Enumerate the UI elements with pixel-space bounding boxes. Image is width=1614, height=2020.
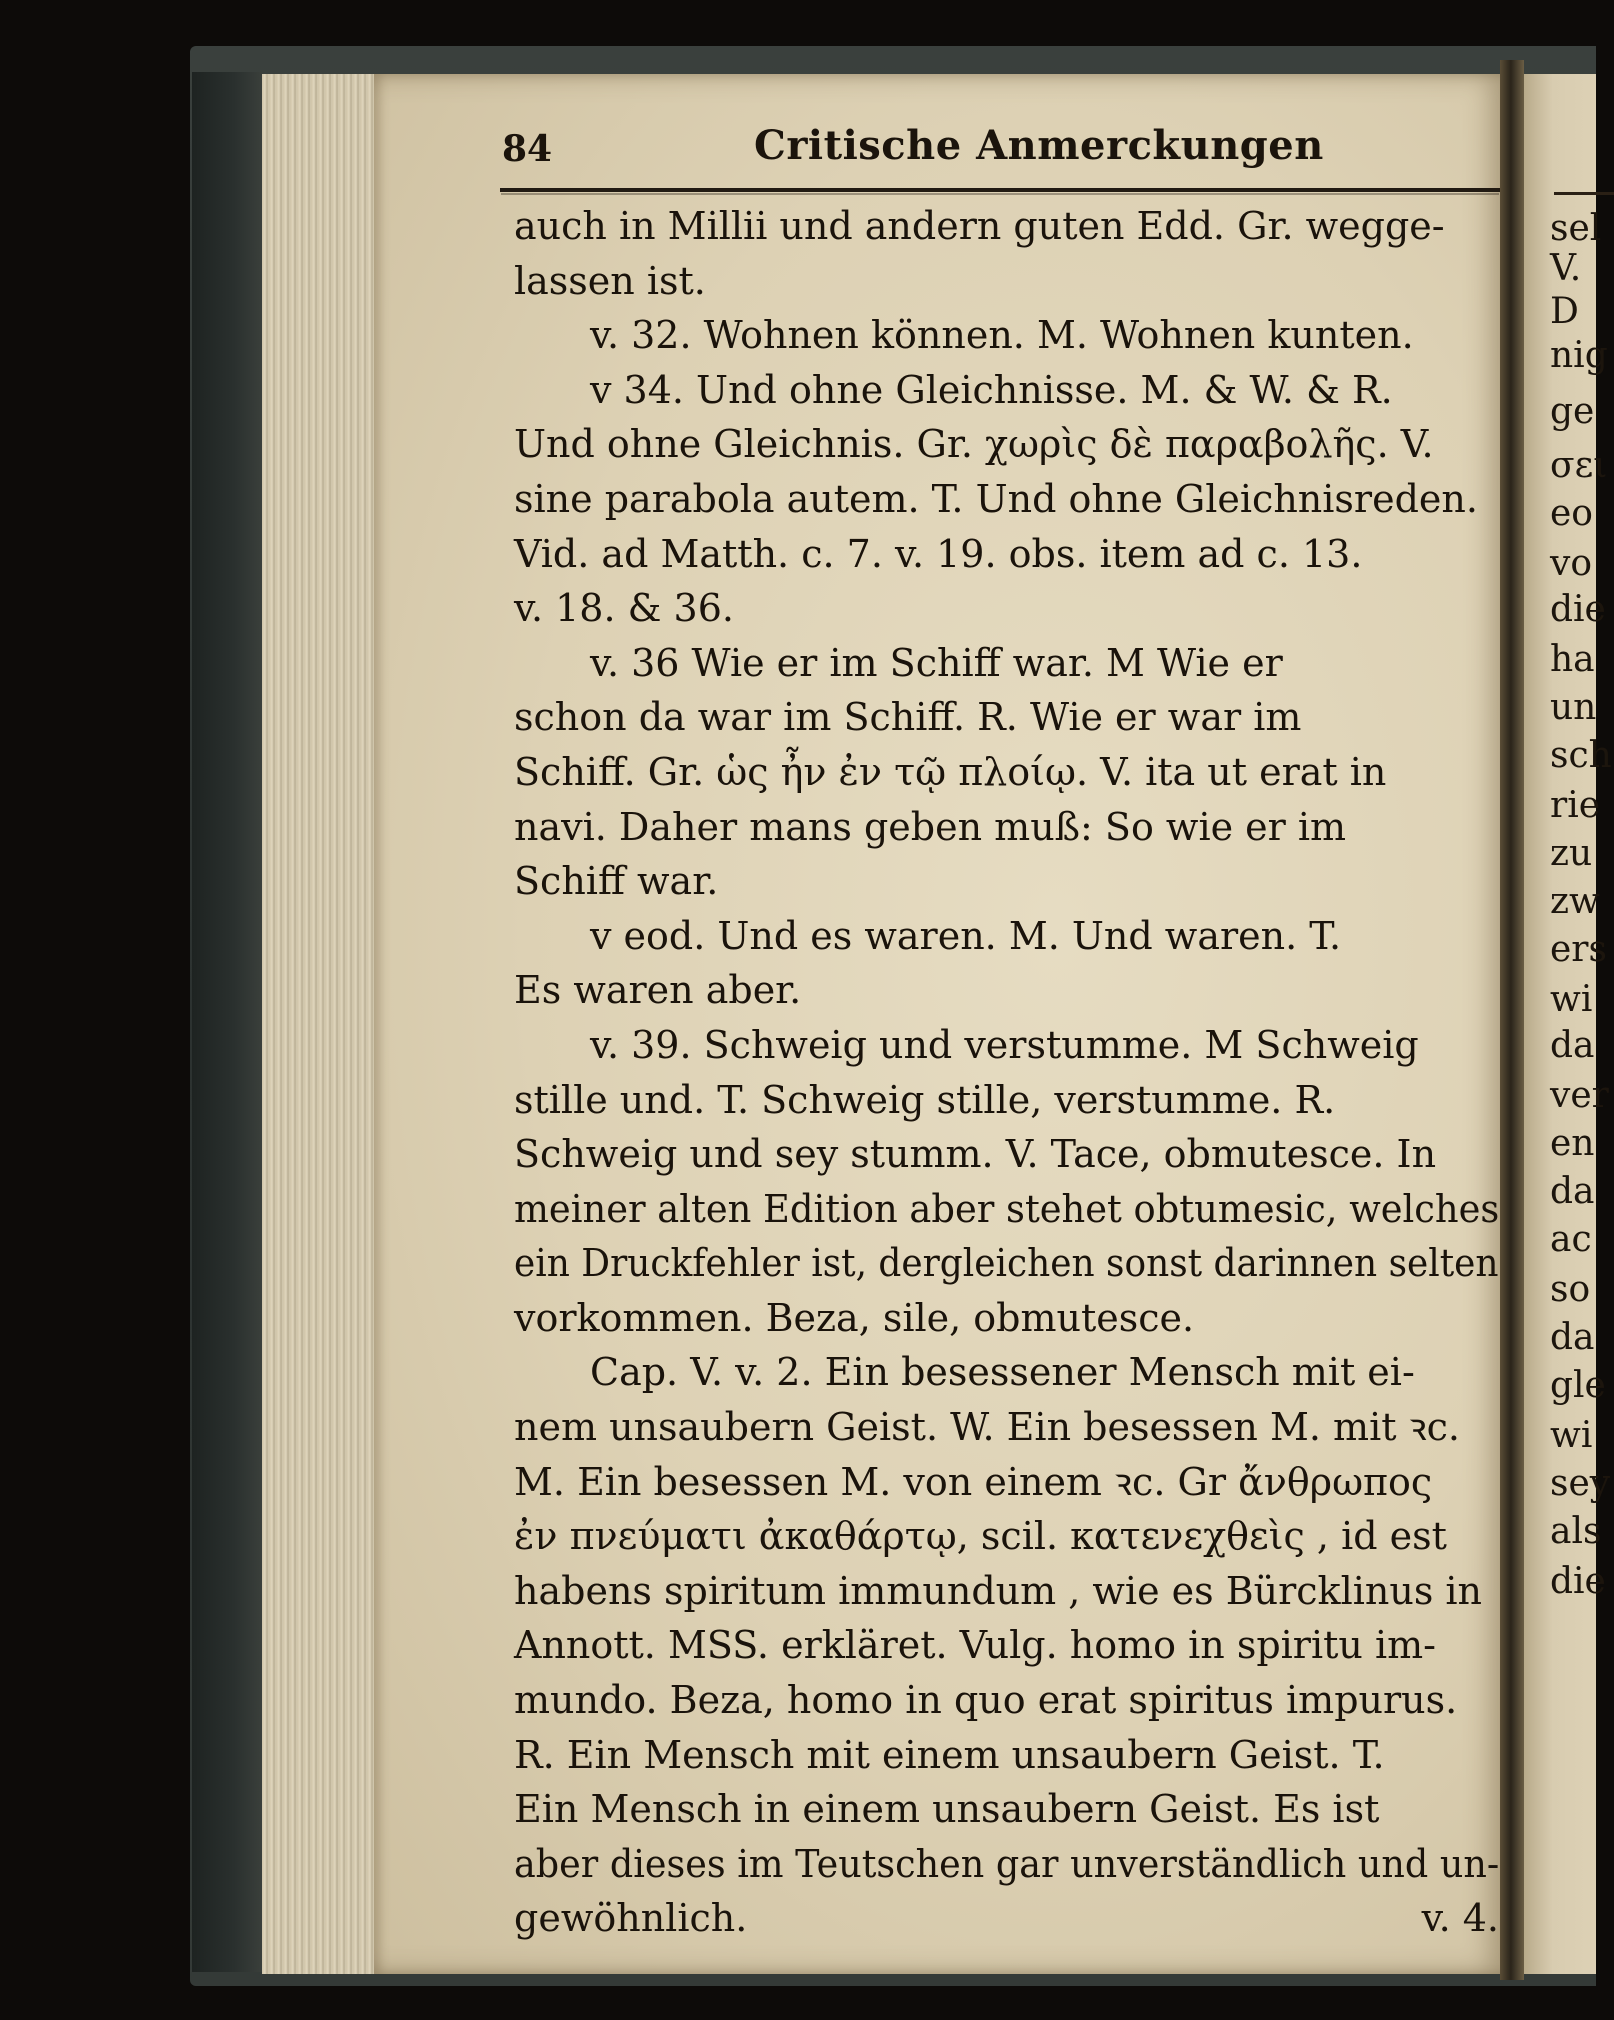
text-line-content: Vid. ad Matth. c. 7. v. 19. obs. item ad c. 13. [514,531,1363,576]
text-line-content: aber dieses im Teutschen gar unverständlich und un- [514,1841,1500,1886]
text-line [514,417,1499,472]
text-line [514,1236,1499,1291]
text-line-content: schon da war im Schiff. R. Wie er war im [514,695,1302,740]
facing-page-line: gle [1550,1365,1606,1406]
text-line-content: Es waren aber. [514,968,802,1013]
facing-page-line: die [1550,1561,1606,1602]
facing-page-line: σει [1550,445,1608,486]
text-line [514,1509,1499,1564]
text-line-content: v. 36 Wie er im Schiff war. M Wie er [590,640,1283,685]
facing-page-line: eo [1550,493,1593,534]
facing-page-line: sel [1550,208,1602,249]
text-line [514,1073,1499,1128]
text-line [514,1291,1499,1346]
text-line [514,1564,1499,1619]
text-line-content: nem unsaubern Geist. W. Ein besessen M. mit ꝛc. [514,1405,1460,1450]
facing-page-line: vo [1550,543,1593,584]
text-line [514,308,1499,363]
text-line-content: lassen ist. [514,258,706,303]
text-line-content: Ein Mensch in einem unsaubern Geist. Es ist [514,1787,1380,1832]
text-line-content: ein Druckfehler ist, dergleichen sonst darinnen selten [514,1241,1499,1286]
text-line-content: navi. Daher mans geben muß: So wie er im [514,804,1347,849]
text-line [514,1182,1499,1237]
facing-page-line: nig [1550,335,1608,376]
text-line [514,1837,1499,1892]
text-line [514,1728,1499,1783]
text-line [514,690,1499,745]
text-line [514,1127,1499,1182]
facing-page-line: da [1550,1025,1595,1066]
text-line [514,1673,1499,1728]
text-line [514,527,1499,582]
text-line [514,1618,1499,1673]
facing-page-fragment [1524,74,1612,1974]
text-line-content: auch in Millii und andern guten Edd. Gr. wegge- [514,204,1445,248]
facing-page-line: zu [1550,833,1593,874]
text-line [514,800,1499,855]
facing-page-line: als [1550,1511,1602,1552]
facing-page-line: rie [1550,785,1601,826]
facing-page-line: D [1550,291,1579,332]
header-rule [500,188,1500,192]
facing-page-line: die [1550,589,1606,630]
facing-page-line: sch [1550,735,1612,776]
text-line-content: v. 18. & 36. [514,586,734,631]
text-line [514,745,1499,800]
facing-page-line: en [1550,1123,1595,1164]
facing-page-line: wi [1550,979,1593,1020]
facing-page-line: V. [1550,248,1582,289]
catchword: v. 4. [1421,1896,1499,1941]
text-line-content: gewöhnlich. [514,1896,748,1941]
text-line [514,472,1499,527]
facing-page-line: da [1550,1317,1595,1358]
text-line-content: Schiff. Gr. ὡς ἦν ἐν τῷ πλοίῳ. V. ita ut erat in [514,749,1387,794]
text-line-content: Schweig und sey stumm. V. Tace, obmutesce. In [514,1132,1437,1177]
text-line [514,1400,1499,1455]
book-gutter [1500,60,1524,1980]
body-text [514,199,1499,1946]
page-number: 84 [502,128,553,170]
text-line-content: stille und. T. Schweig stille, verstumme. R. [514,1077,1336,1122]
text-line [514,963,1499,1018]
text-line-content: ἐν πνεύματι ἀκαθάρτῳ, scil. κατενεχθεὶς , id est [514,1514,1447,1559]
facing-page-line: wi [1550,1415,1593,1456]
text-line [514,581,1499,636]
text-line [514,1018,1499,1073]
running-title: Critische Anmerckungen [754,122,1324,169]
text-line [514,909,1499,964]
text-line-content: meiner alten Edition aber stehet obtumesic, welches [514,1186,1500,1231]
facing-page-line: ac [1550,1219,1592,1260]
text-line [514,363,1499,418]
facing-page-line: ver [1550,1075,1609,1116]
facing-page-line: sey [1550,1463,1611,1504]
facing-page-line: un [1550,687,1597,728]
text-line [514,1345,1499,1400]
text-line [514,254,1499,309]
facing-page-line: da [1550,1171,1595,1212]
text-line [514,1782,1499,1837]
facing-page-line: ers [1550,929,1607,970]
book-spine-edge [192,72,262,1972]
facing-page-line: zw [1550,881,1600,922]
facing-page-rule [1554,192,1614,195]
book-page [374,74,1509,1974]
text-line-content: habens spiritum immundum , wie es Bürcklinus in [514,1568,1483,1613]
text-line-content: Schiff war. [514,859,719,904]
text-line-content: vorkommen. Beza, sile, obmutesce. [514,1295,1195,1340]
text-line-content: v. 39. Schweig und verstumme. M Schweig [590,1022,1419,1067]
text-line [514,1891,1499,1946]
text-line-content: sine parabola autem. T. Und ohne Gleichnisreden. [514,476,1478,521]
text-line-content: M. Ein besessen M. von einem ꝛc. Gr ἄνθρωπος [514,1459,1433,1504]
facing-page-line: ha [1550,639,1595,680]
text-line-content: R. Ein Mensch mit einem unsaubern Geist. T. [514,1732,1385,1777]
text-line-content: v 34. Und ohne Gleichnisse. M. & W. & R. [590,367,1393,412]
text-line [514,636,1499,691]
facing-page-line: ge [1550,391,1595,432]
text-line-content: v eod. Und es waren. M. Und waren. T. [590,913,1342,958]
text-line [514,199,1499,254]
page-edges [262,74,376,1974]
text-line-content: Annott. MSS. erkläret. Vulg. homo in spiritu im- [514,1623,1436,1668]
text-line-content: Cap. V. v. 2. Ein besessener Mensch mit ei- [590,1350,1415,1395]
text-line [514,1455,1499,1510]
text-line [514,854,1499,909]
facing-page-line: so [1550,1269,1591,1310]
text-line-content: Und ohne Gleichnis. Gr. χωρὶς δὲ παραβολῆς. V. [514,422,1434,467]
text-line-content: v. 32. Wohnen können. M. Wohnen kunten. [590,313,1414,358]
text-line-content: mundo. Beza, homo in quo erat spiritus impurus. [514,1678,1458,1723]
